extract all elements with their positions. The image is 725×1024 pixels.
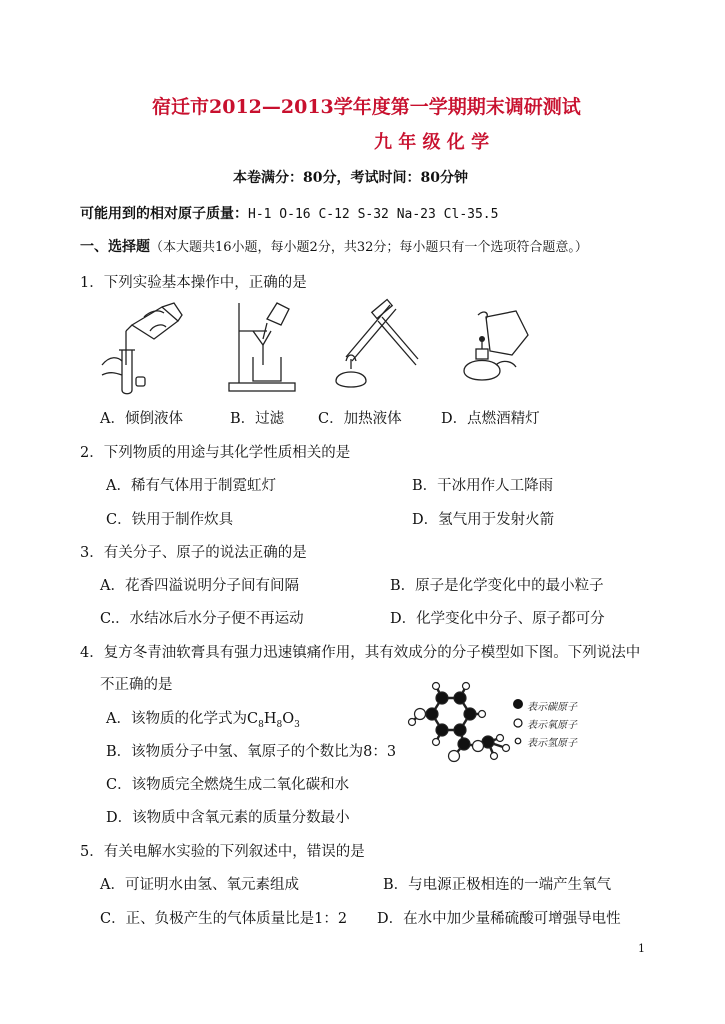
- q4-formula-o: O: [282, 711, 295, 727]
- q3-option-c: C.．水结冰后水分子便不再运动: [100, 611, 304, 627]
- legend-hydrogen: 表示氢原子: [527, 738, 577, 749]
- hydrogen-atom-icon: [515, 738, 521, 744]
- q1-option-a: A．倾倒液体: [100, 411, 183, 427]
- score-info: 本卷满分：80分，考试时间：80分钟: [233, 170, 468, 186]
- oxygen-atom-icon: [514, 719, 522, 727]
- pour-liquid-figure: [92, 295, 192, 395]
- molecule-legend-markers: [512, 698, 524, 758]
- q5-option-b: B．与电源正极相连的一端产生氧气: [383, 877, 612, 893]
- exam-title: 宿迁市2012—2013学年度第一学期期末调研测试: [152, 96, 581, 118]
- q1-option-b: B．过滤: [230, 411, 285, 427]
- q2-option-a: A．稀有气体用于制霓虹灯: [106, 478, 276, 494]
- q4-option-b: B．该物质分子中氢、氧原子的个数比为8：3: [106, 744, 397, 760]
- q1-option-d: D．点燃酒精灯: [441, 411, 540, 427]
- page-number: 1: [638, 942, 645, 955]
- q2-option-d: D．氢气用于发射火箭: [412, 512, 555, 528]
- q5-option-c: C．正、负极产生的气体质量比是1：2: [100, 911, 348, 927]
- q2-option-c: C．铁用于制作炊具: [106, 512, 234, 528]
- q4-stem-line2: 不正确的是: [100, 677, 173, 693]
- molecule-model-figure: [402, 680, 514, 776]
- q3-stem: 3．有关分子、原子的说法正确的是: [80, 545, 307, 561]
- q5-option-d: D．在水中加少量稀硫酸可增强导电性: [377, 911, 621, 927]
- alcohol-lamp-figure: [456, 305, 536, 395]
- section-heading: [80, 236, 588, 256]
- q3-option-b: B．原子是化学变化中的最小粒子: [390, 578, 604, 594]
- heating-liquid-figure: [326, 295, 421, 395]
- filtration-figure: [225, 295, 300, 395]
- atomic-masses: [80, 203, 498, 223]
- q4-formula-sub-h: 8: [276, 719, 283, 730]
- q4-option-a-text: A．该物质的化学式为C: [106, 711, 259, 727]
- section-title: 一、选择题: [80, 239, 150, 255]
- q5-option-a: A．可证明水由氢、氧元素组成: [100, 877, 299, 893]
- q4-option-d: D．该物质中含氧元素的质量分数最小: [106, 810, 350, 826]
- q2-stem: 2．下列物质的用途与其化学性质相关的是: [80, 445, 351, 461]
- carbon-atom-icon: [514, 700, 523, 709]
- q5-stem: 5．有关电解水实验的下列叙述中，错误的是: [80, 844, 365, 860]
- q4-option-a: [106, 707, 300, 730]
- q1-option-c: C．加热液体: [318, 411, 402, 427]
- q4-stem-line1: 4．复方冬青油软膏具有强力迅速镇痛作用，其有效成分的分子模型如下图。下列说法中: [80, 645, 641, 661]
- q3-option-d: D．化学变化中分子、原子都可分: [390, 611, 605, 627]
- atomic-masses-label: 可能用到的相对原子质量：: [80, 206, 248, 222]
- q4-formula-sub-o: 3: [294, 719, 300, 730]
- legend-oxygen: 表示氧原子: [527, 720, 577, 731]
- q3-option-a: A．花香四溢说明分子间有间隔: [100, 578, 299, 594]
- q4-option-c: C．该物质完全燃烧生成二氧化碳和水: [106, 777, 350, 793]
- q4-formula-sub-c: 8: [258, 719, 264, 730]
- q1-stem: 1．下列实验基本操作中，正确的是: [80, 275, 307, 291]
- legend-carbon: 表示碳原子: [527, 702, 577, 713]
- q4-formula-h: H: [263, 711, 277, 727]
- section-note: （本大题共16小题，每小题2分，共32分；每小题只有一个选项符合题意。）: [150, 240, 588, 255]
- exam-subtitle: 九 年 级 化 学: [374, 132, 490, 153]
- q2-option-b: B．干冰用作人工降雨: [412, 478, 554, 494]
- atomic-masses-values: H-1 O-16 C-12 S-32 Na-23 Cl-35.5: [248, 207, 499, 222]
